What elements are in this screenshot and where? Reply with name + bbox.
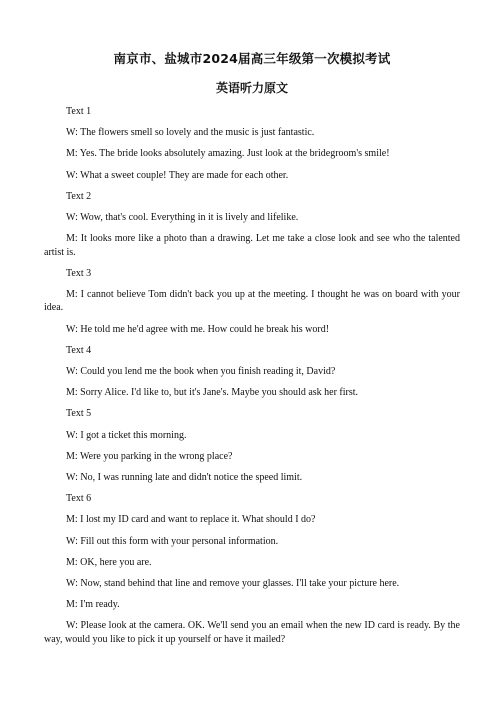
transcript-line: W: Fill out this form with your personal information. bbox=[66, 535, 279, 547]
transcript-line: M: Yes. The bride looks absolutely amazing. Just look at the bridegroom's smile! bbox=[66, 148, 390, 160]
transcript-line: M: I cannot believe Tom didn't back you up at the meeting. I thought he was on board with your idea. bbox=[44, 289, 460, 314]
transcript-line: M: It looks more like a photo than a drawing. Let me take a close look and see who the talented artist is. bbox=[44, 233, 460, 258]
transcript-line: W: Could you lend me the book when you finish reading it, David? bbox=[66, 366, 336, 378]
transcript-line: W: The flowers smell so lovely and the music is just fantastic. bbox=[66, 127, 315, 139]
transcript-line: W: Wow, that's cool. Everything in it is lively and lifelike. bbox=[66, 212, 299, 224]
document-subtitle: 英语听力原文 bbox=[215, 81, 288, 95]
transcript-line: M: Were you parking in the wrong place? bbox=[66, 450, 233, 462]
transcript-line: W: He told me he'd agree with me. How could he break his word! bbox=[66, 323, 330, 335]
transcript-line: W: What a sweet couple! They are made for each other. bbox=[66, 169, 289, 181]
transcript-body bbox=[44, 105, 460, 646]
transcript-line: M: Sorry Alice. I'd like to, but it's Jane's. Maybe you should ask her first. bbox=[66, 387, 359, 399]
transcript-line: M: OK, here you are. bbox=[66, 556, 152, 568]
transcript-line: W: No, I was running late and didn't notice the speed limit. bbox=[66, 472, 303, 484]
transcript-line: Text 4 bbox=[66, 344, 92, 356]
transcript-line: Text 3 bbox=[66, 267, 92, 279]
transcript-line: M: I lost my ID card and want to replace it. What should I do? bbox=[66, 514, 316, 526]
transcript-line: Text 1 bbox=[66, 106, 92, 117]
transcript-line: W: Please look at the camera. OK. We'll send you an email when the new ID card is ready. By the way, would you like to pick it up yourself or have it mailed? bbox=[44, 620, 460, 645]
transcript-line: W: Now, stand behind that line and remove your glasses. I'll take your picture here. bbox=[66, 578, 400, 590]
document-title: 南京市、盐城市2024届高三年级第一次模拟考试 bbox=[113, 51, 391, 66]
transcript-line: M: I'm ready. bbox=[66, 599, 120, 611]
transcript-line: Text 5 bbox=[66, 408, 92, 420]
transcript-line: W: I got a ticket this morning. bbox=[66, 429, 187, 441]
transcript-line: Text 2 bbox=[66, 190, 92, 202]
transcript-line: Text 6 bbox=[66, 493, 92, 505]
